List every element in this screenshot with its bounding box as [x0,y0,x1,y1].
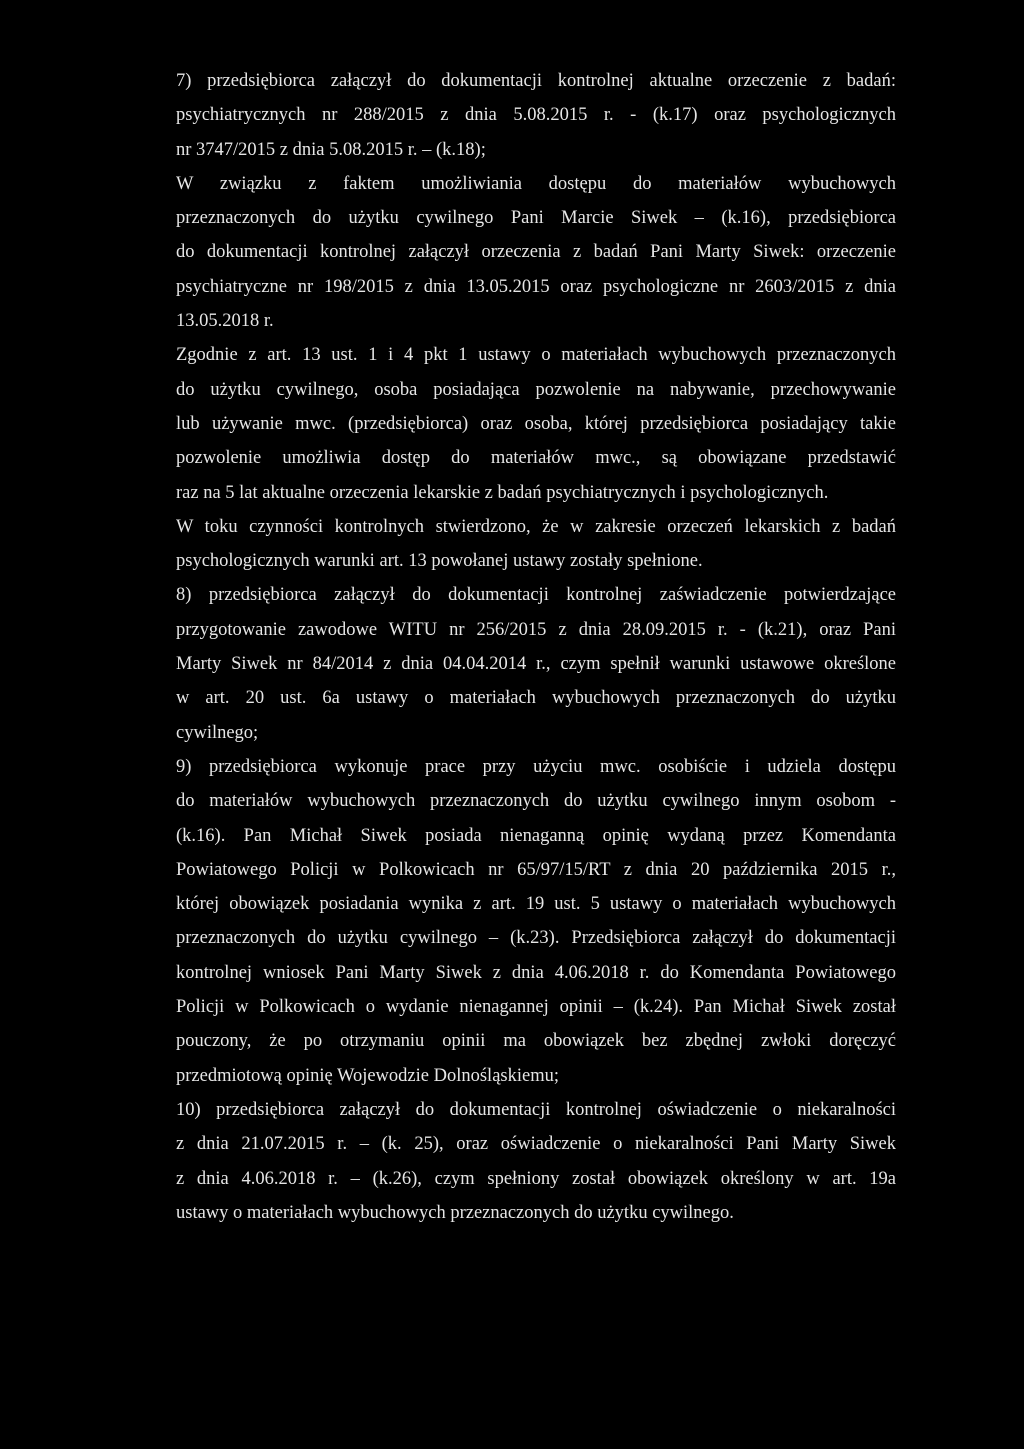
text-line: przeznaczonych do użytku cywilnego Pani Marcie Siwek – (k.16), przedsiębiorca [176,208,896,229]
text-line: 9) przedsiębiorca wykonuje prace przy użyciu mwc. osobiście i udziela dostępu [176,756,896,777]
text-line: pouczony, że po otrzymaniu opinii ma obowiązek bez zbędnej zwłoki doręczyć [176,1031,896,1052]
text-line: z dnia 4.06.2018 r. – (k.26), czym spełniony został obowiązek określony w art. 19a [176,1168,896,1189]
text-line: Marty Siwek nr 84/2014 z dnia 04.04.2014 r., czym spełnił warunki ustawowe określone [176,654,896,675]
text-line: Zgodnie z art. 13 ust. 1 i 4 pkt 1 ustawy o materiałach wybuchowych przeznaczonych [176,345,896,366]
text-line: do dokumentacji kontrolnej załączył orzeczenia z badań Pani Marty Siwek: orzeczenie [176,242,896,263]
text-line: do materiałów wybuchowych przeznaczonych do użytku cywilnego innym osobom - [176,791,896,812]
text-line: nr 3747/2015 z dnia 5.08.2015 r. – (k.18); [176,139,486,160]
text-line: 10) przedsiębiorca załączył do dokumentacji kontrolnej oświadczenie o niekaralności [176,1099,896,1120]
text-line: przeznaczonych do użytku cywilnego – (k.23). Przedsiębiorca załączył do dokumentacji [176,928,896,949]
text-line: 13.05.2018 r. [176,311,274,332]
text-line: psychiatryczne nr 198/2015 z dnia 13.05.2015 oraz psychologiczne nr 2603/2015 z dnia [176,276,896,297]
text-line: której obowiązek posiadania wynika z art. 19 ust. 5 ustawy o materiałach wybuchowych [176,894,896,915]
text-line: (k.16). Pan Michał Siwek posiada nienaganną opinię wydaną przez Komendanta [176,825,896,846]
text-line: cywilnego; [176,722,259,743]
text-line: kontrolnej wniosek Pani Marty Siwek z dnia 4.06.2018 r. do Komendanta Powiatowego [176,962,896,983]
text-line: przedmiotową opinię Wojewodzie Dolnośląskiemu; [176,1065,559,1086]
text-line: psychiatrycznych nr 288/2015 z dnia 5.08.2015 r. - (k.17) oraz psychologicznych [176,105,896,126]
text-line: psychologicznych warunki art. 13 powołanej ustawy zostały spełnione. [176,551,703,572]
text-line: pozwolenie umożliwia dostęp do materiałów mwc., są obowiązane przedstawić [176,448,896,469]
text-line: W toku czynności kontrolnych stwierdzono, że w zakresie orzeczeń lekarskich z badań [176,516,896,537]
text-line: 7) przedsiębiorca załączył do dokumentacji kontrolnej aktualne orzeczenie z badań: [176,71,896,91]
document-page [176,64,896,1230]
text-line: w art. 20 ust. 6a ustawy o materiałach wybuchowych przeznaczonych do użytku [176,688,896,709]
text-line: przygotowanie zawodowe WITU nr 256/2015 z dnia 28.09.2015 r. - (k.21), oraz Pani [176,619,896,640]
text-line: do użytku cywilnego, osoba posiadająca pozwolenie na nabywanie, przechowywanie [176,379,896,400]
text-line: W związku z faktem umożliwiania dostępu do materiałów wybuchowych [176,173,896,194]
text-line: Powiatowego Policji w Polkowicach nr 65/97/15/RT z dnia 20 października 2015 r., [176,859,896,880]
text-line: raz na 5 lat aktualne orzeczenia lekarskie z badań psychiatrycznych i psychologicznych. [176,482,829,503]
text-line: lub używanie mwc. (przedsiębiorca) oraz osoba, której przedsiębiorca posiadający takie [176,413,896,434]
text-line: Policji w Polkowicach o wydanie nienagannej opinii – (k.24). Pan Michał Siwek został [176,997,896,1018]
text-line: ustawy o materiałach wybuchowych przeznaczonych do użytku cywilnego. [176,1202,734,1223]
text-line: z dnia 21.07.2015 r. – (k. 25), oraz oświadczenie o niekaralności Pani Marty Siwek [176,1134,896,1155]
text-line: 8) przedsiębiorca załączył do dokumentacji kontrolnej zaświadczenie potwierdzające [176,585,896,606]
